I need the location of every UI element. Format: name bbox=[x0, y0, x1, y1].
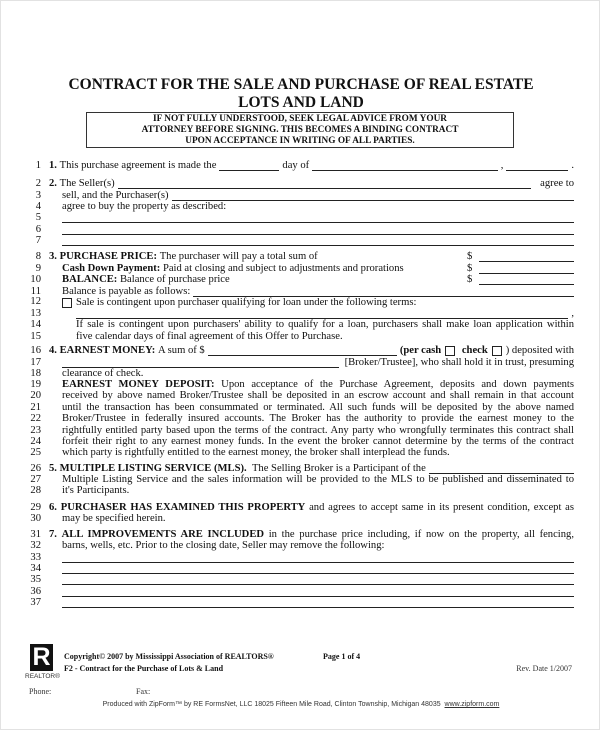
line-number: 34 bbox=[30, 563, 41, 574]
line-number: 27 bbox=[30, 474, 41, 485]
section-5 bbox=[1, 463, 600, 474]
line-number: 17 bbox=[30, 357, 41, 368]
payable-terms-field[interactable] bbox=[193, 286, 574, 297]
total-price-field[interactable] bbox=[479, 251, 574, 262]
warning-line: ATTORNEY BEFORE SIGNING. THIS BECOMES A BINDING CONTRACT bbox=[141, 125, 459, 135]
line-number: 33 bbox=[30, 552, 41, 563]
phone-label: Phone: bbox=[29, 687, 52, 696]
legal-warning-box bbox=[86, 112, 514, 148]
text: agree to buy the property as described: bbox=[62, 201, 227, 212]
section-6 bbox=[1, 502, 600, 513]
zipform-link[interactable]: www.zipform.com bbox=[444, 701, 500, 708]
line-number: 2 bbox=[35, 178, 41, 189]
section-number: 2. bbox=[49, 178, 57, 189]
text bbox=[49, 502, 574, 513]
revision-date: Rev. Date 1/2007 bbox=[516, 664, 572, 673]
heading: BALANCE: bbox=[62, 274, 118, 285]
text: forfeit their right to any earnest money funds. In the event the broker cannot determine by the terms of the contract bbox=[62, 436, 574, 447]
line-number: 29 bbox=[30, 502, 41, 513]
property-description-field[interactable] bbox=[62, 235, 574, 246]
line-number: 5 bbox=[35, 212, 41, 223]
balance-field[interactable] bbox=[479, 274, 574, 285]
removal-items-field[interactable] bbox=[62, 574, 574, 585]
text: A sum of $ bbox=[157, 345, 205, 356]
text: The purchaser will pay a total sum of bbox=[159, 251, 318, 262]
page-number: Page 1 of 4 bbox=[323, 652, 361, 661]
dollar-sign: $ bbox=[467, 263, 473, 274]
text: barns, wells, etc. Prior to the closing date, Seller may remove the following: bbox=[62, 540, 385, 551]
line-number: 11 bbox=[30, 286, 41, 297]
property-description-field[interactable] bbox=[62, 212, 574, 223]
purchaser-field[interactable] bbox=[172, 190, 575, 201]
text: may be specified herein. bbox=[62, 513, 166, 524]
month-field[interactable] bbox=[312, 160, 498, 171]
section-number: 7. bbox=[49, 529, 57, 540]
text: clearance of check. bbox=[62, 368, 144, 379]
text: check bbox=[461, 345, 488, 356]
property-description-field[interactable] bbox=[62, 224, 574, 235]
section-7 bbox=[1, 529, 600, 540]
line-number: 4 bbox=[35, 201, 41, 212]
text: Balance is payable as follows: bbox=[62, 286, 191, 297]
warning-line: IF NOT FULLY UNDERSTOOD, SEEK LEGAL ADVICE FROM YOUR bbox=[152, 114, 448, 124]
text: (per cash bbox=[399, 345, 442, 356]
text: which party is rightfully entitled to the earnest money, the broker shall interplead the funds. bbox=[62, 447, 450, 458]
text bbox=[49, 529, 574, 540]
cash-checkbox[interactable] bbox=[445, 346, 455, 356]
heading: PURCHASER HAS EXAMINED THIS PROPERTY bbox=[60, 502, 306, 513]
text: The Selling Broker is a Participant of the bbox=[251, 463, 426, 474]
earnest-amount-field[interactable] bbox=[208, 345, 397, 356]
text: received by above named Broker/Trustee shall be deposited in an escrow account and shall remain in that account bbox=[62, 390, 574, 401]
line-number: 25 bbox=[30, 447, 41, 458]
removal-items-field[interactable] bbox=[62, 597, 574, 608]
text: , bbox=[500, 160, 504, 171]
line-number: 22 bbox=[30, 413, 41, 424]
line-number: 9 bbox=[35, 263, 41, 274]
mls-name-field[interactable] bbox=[429, 463, 574, 474]
text: rightfully entitled party based upon the terms of the contract. Any party who wrongfully terminates this contract shall bbox=[62, 425, 574, 436]
section-4 bbox=[1, 345, 600, 356]
line-number: 18 bbox=[30, 368, 41, 379]
section-number: 1. bbox=[49, 160, 57, 171]
form-name: F2 - Contract for the Purchase of Lots & Land bbox=[64, 664, 224, 673]
text: Balance of purchase price bbox=[119, 274, 230, 285]
realtor-logo: R bbox=[30, 644, 53, 671]
text: day of bbox=[282, 160, 310, 171]
text: ) deposited with bbox=[505, 345, 574, 356]
line-number: 20 bbox=[30, 390, 41, 401]
text: If sale is contingent upon purchasers' ability to qualify for a loan, purchasers shall make loan application within bbox=[76, 319, 574, 330]
section-number: 5. bbox=[49, 463, 57, 474]
line-number: 1 bbox=[35, 160, 41, 171]
text: sell, and the Purchaser(s) bbox=[62, 190, 169, 201]
text: Paid at closing and subject to adjustments and prorations bbox=[162, 263, 404, 274]
line-number: 24 bbox=[30, 436, 41, 447]
document-title: CONTRACT FOR THE SALE AND PURCHASE OF REAL ESTATE bbox=[68, 76, 534, 93]
line-number: 21 bbox=[30, 402, 41, 413]
day-field[interactable] bbox=[219, 160, 279, 171]
copyright: Copyright© 2007 by Mississippi Association of REALTORS® bbox=[64, 652, 274, 661]
text: Upon acceptance of the Purchase Agreement, deposits and down payments bbox=[221, 379, 575, 390]
line-number: 10 bbox=[30, 274, 41, 285]
text: The Seller(s) bbox=[59, 178, 115, 189]
line-number: 31 bbox=[30, 529, 41, 540]
line-number: 15 bbox=[30, 331, 41, 342]
line-number: 26 bbox=[30, 463, 41, 474]
heading: EARNEST MONEY: bbox=[59, 345, 156, 356]
section-number: 4. bbox=[49, 345, 57, 356]
text: until the transaction has been consummated or terminated. All such funds will be deposited by the above named bbox=[62, 402, 574, 413]
text bbox=[62, 379, 574, 390]
removal-items-field[interactable] bbox=[62, 563, 574, 574]
line-number: 16 bbox=[30, 345, 41, 356]
text: in the purchase price including, if now on the property, all fencing, bbox=[268, 529, 574, 540]
line-number: 3 bbox=[35, 190, 41, 201]
text: and agrees to accept same in its present condition, except as bbox=[309, 502, 574, 513]
section-3 bbox=[1, 251, 600, 262]
line-number: 30 bbox=[30, 513, 41, 524]
heading: MULTIPLE LISTING SERVICE (MLS). bbox=[59, 463, 247, 474]
heading: ALL IMPROVEMENTS ARE INCLUDED bbox=[61, 529, 265, 540]
section-number: 6. bbox=[49, 502, 57, 513]
line-number: 19 bbox=[30, 379, 41, 390]
heading: EARNEST MONEY DEPOSIT: bbox=[62, 379, 215, 390]
check-checkbox[interactable] bbox=[492, 346, 502, 356]
text: five calendar days of final agreement of this Offer to Purchase. bbox=[76, 331, 343, 342]
document-subtitle: LOTS AND LAND bbox=[238, 94, 364, 111]
line-number: 7 bbox=[35, 235, 41, 246]
line-number: 35 bbox=[30, 574, 41, 585]
line-number: 6 bbox=[35, 224, 41, 235]
loan-terms-field[interactable] bbox=[76, 308, 568, 319]
line-number: 28 bbox=[30, 485, 41, 496]
text: Produced with ZipForm™ by RE FormsNet, LLC 18025 Fifteen Mile Road, Clinton Township, Michigan 48035 bbox=[102, 701, 441, 708]
text: [Broker/Trustee], who shall hold it in trust, presuming bbox=[344, 357, 574, 368]
text: it's Participants. bbox=[62, 485, 130, 496]
line-number: 8 bbox=[35, 251, 41, 262]
text: Multiple Listing Service and the sales information will be provided to the MLS to be published and disseminated to bbox=[62, 474, 574, 485]
dollar-sign: $ bbox=[467, 251, 473, 262]
produced-by bbox=[1, 700, 600, 709]
cash-down-field[interactable] bbox=[479, 263, 574, 274]
text: Sale is contingent upon purchaser qualifying for loan under the following terms: bbox=[76, 297, 417, 308]
warning-line: UPON ACCEPTANCE IN WRITING OF ALL PARTIES. bbox=[185, 136, 415, 146]
line-number: 13 bbox=[30, 308, 41, 319]
line-number: 36 bbox=[30, 586, 41, 597]
dollar-sign: $ bbox=[467, 274, 473, 285]
removal-items-field[interactable] bbox=[62, 586, 574, 597]
line-number: 12 bbox=[30, 296, 41, 307]
text: Broker/Trustee in federally insured accounts. The Broker has the authority to provide the earnest money to the bbox=[62, 413, 574, 424]
line-number: 37 bbox=[30, 597, 41, 608]
section-1 bbox=[1, 160, 600, 171]
line-number: 14 bbox=[30, 319, 41, 330]
line-number: 32 bbox=[30, 540, 41, 551]
text: This purchase agreement is made the bbox=[59, 160, 217, 171]
heading: Cash Down Payment: bbox=[62, 263, 161, 274]
section-number: 3. bbox=[49, 251, 57, 262]
loan-contingent-checkbox[interactable] bbox=[62, 298, 72, 308]
line-number: 23 bbox=[30, 425, 41, 436]
text: agree to bbox=[540, 178, 574, 189]
realtor-caption: REALTOR® bbox=[25, 673, 60, 680]
seller-field[interactable] bbox=[118, 178, 532, 189]
section-2 bbox=[1, 178, 600, 189]
document-page: CONTRACT FOR THE SALE AND PURCHASE OF REAL ESTATE LOTS AND LAND IF NOT FULLY UNDERSTOOD, SEEK LEGAL ADVICE FROM YOUR ATTORNEY BEFORE SIGNING. THIS BECOMES A BINDING CONTRACT UPON ACCEPTANCE IN WRITING OF ALL PARTIES. 1 2 3 4 5 6 7 8 9 10 11 12 13 14 15 16 17 18 19 20 21 22 23 24 25 26 27 28 29 30 31 32 33 34 35 36 37 1. This purchase agreement is made the day of , . 2. The Seller(s) agree to sell, and the Purchaser(s) agree to buy the property as described: 3. PURCHASE PRICE: The purchaser will pay a total sum of $ Cash Down Payment: Paid at closing and subject to adjustments and prorations $ BALANCE: Balance of purchase price $ Balance is payable as follows: Sale is contingent upon purchaser qualifying for loan under the following terms: , If sale is contingent upon purchasers' ability to qualify for a loan, purchasers shall make loan application within five calendar days of final agreement of this Offer to Purchase. 4. EARNEST MONEY: A sum of $ (per cash check ) deposited with [Broker/Trustee], who shall hold it in trust, presuming clearance of check. EARNEST MONEY DEPOSIT: Upon acceptance of the Purchase Agreement, deposits and down payments received by above named Broker/Trustee shall be deposited in an escrow account and shall remain in that account until the transaction has been consummated or terminated. All such funds will be deposited by the above named Broker/Trustee in federally insured accounts. The Broker has the authority to provide the earnest money to the rightfully entitled party based upon the terms of the contract. Any party who wrongfully terminates this contract shall forfeit their right to any earnest money funds. In the event the broker cannot determine by the terms of the contract which party is rightfully entitled to the earnest money, the broker shall interplead the funds. 5. MULTIPLE LISTING SERVICE (MLS). The Selling Broker is a Participant of the Multiple Listing Service and the sales information will be provided to the MLS to be published and disseminated to it's Participants. 6. PURCHASER HAS EXAMINED THIS PROPERTY and agrees to accept same in its present condition, except as may be specified herein. 7. ALL IMPROVEMENTS ARE INCLUDED in the purchase price including, if now on the property, all fencing, barns, wells, etc. Prior to the closing date, Seller may remove the following: R REALTOR® Copyright© 2007 by Mississippi Association of REALTORS® Page 1 of 4 F2 - Contract for the Purchase of Lots & Land Rev. Date 1/2007 Phone: Fax: Produced with ZipForm™ by RE FormsNet, LLC 18025 Fifteen Mile Road, Clinton Township, Michigan 48035 www.zipform.com bbox=[0, 0, 600, 730]
fax-label: Fax: bbox=[136, 687, 151, 696]
removal-items-field[interactable] bbox=[62, 552, 574, 563]
heading: PURCHASE PRICE: bbox=[59, 251, 158, 262]
year-field[interactable] bbox=[506, 160, 568, 171]
text: . bbox=[571, 160, 574, 171]
broker-trustee-field[interactable] bbox=[62, 357, 339, 368]
